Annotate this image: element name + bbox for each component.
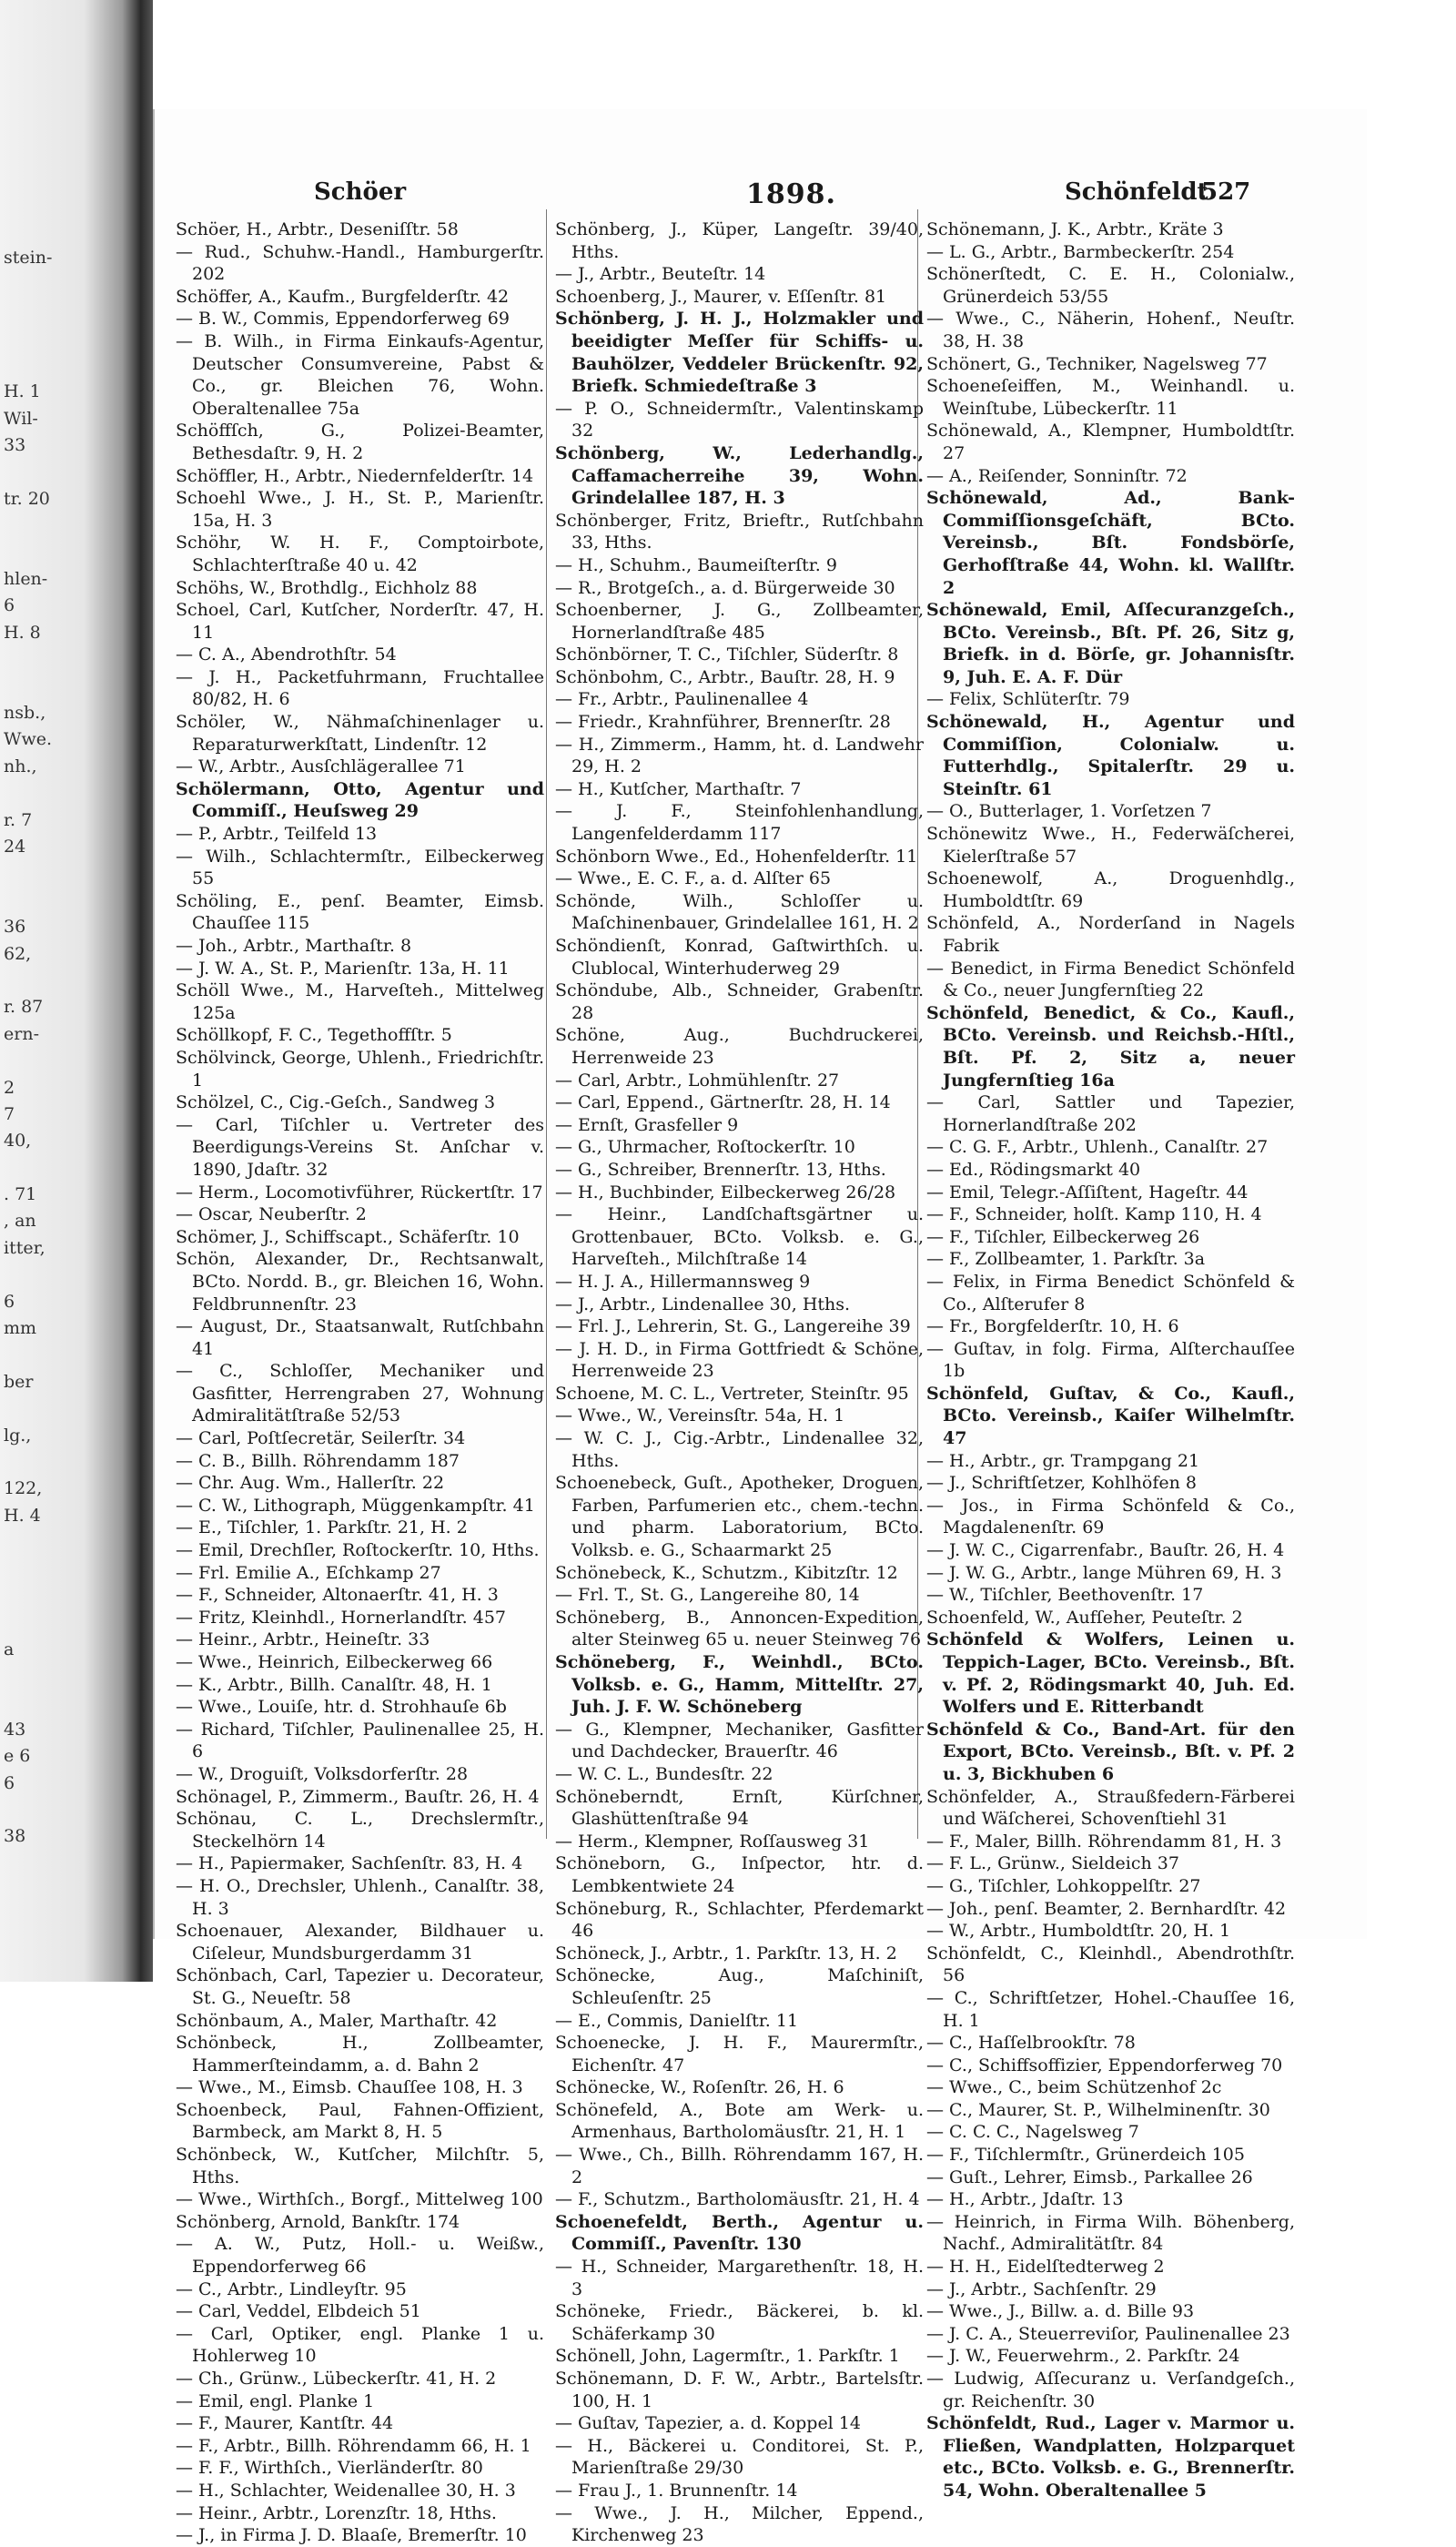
- directory-entry: Schölermann, Otto, Agentur und Commiſſ., Heuſsweg 29: [176, 778, 544, 822]
- directory-entry: — Emil, Drechſler, Roſtockerſtr. 10, Hths.: [176, 1540, 540, 1561]
- directory-entry: Schönell, John, Lagermſtr., 1. Parkſtr. 1: [555, 2346, 900, 2367]
- directory-entry: — Fritz, Kleinhdl., Hornerlandſtr. 457: [176, 1607, 506, 1628]
- directory-entry: — Heinrich, in Firma Wilh. Böhenberg, Nachf., Admiralitätſtr. 84: [926, 2211, 1295, 2255]
- directory-entry: Schönde, Wilh., Schloſſer u. Maſchinenbauer, Grindelallee 161, H. 2: [555, 890, 924, 934]
- margin-fragment: [4, 1583, 95, 1609]
- directory-entry: Schönberg, W., Lederhandlg., Caffamacherreihe 39, Wohn. Grindelallee 187, H. 3: [555, 442, 924, 509]
- directory-entry: Schönewald, Emil, Aſſecuranzgeſch., BCto. Vereinsb., Bſt. Pf. 26, Sitz g, Briefk. in d. Börſe, gr. Johannisſtr. 9, Juh. E. A. F. Dür: [926, 600, 1295, 687]
- margin-fragment: [4, 352, 95, 379]
- margin-fragment: nsb.,: [4, 703, 46, 724]
- header-left-word: Schöer: [314, 178, 407, 206]
- directory-entry: Schöffſch, G., Polizei-Beamter, Bethesdaſtr. 9, H. 2: [176, 421, 544, 463]
- directory-entry: Schöffer, A., Kaufm., Burgfelderſtr. 42: [176, 286, 510, 307]
- directory-entry: — J. C. A., Steuerreviſor, Paulinenallee 23: [926, 2323, 1290, 2344]
- margin-fragment: 36: [4, 917, 26, 938]
- directory-entry: Schönecke, W., Roſenſtr. 26, H. 6: [555, 2077, 844, 2098]
- directory-entry: — W. C. J., Cig.-Arbtr., Lindenallee 32, Hths.: [555, 1428, 924, 1471]
- directory-entry: Schönfeldt, C., Kleinhdl., Abendrothſtr. 56: [926, 1943, 1295, 1986]
- directory-entry: — H., Zimmerm., Hamm, ht. d. Landwehr 29, H. 2: [555, 734, 924, 777]
- directory-entry: — H., Schneider, Margarethenſtr. 18, H. 3: [555, 2257, 924, 2299]
- margin-fragment: 122,: [4, 1478, 43, 1499]
- directory-entry: — Wwe., M., Eimsb. Chauſſee 108, H. 3: [176, 2077, 523, 2098]
- directory-entry: — Heinr., Arbtr., Lorenzſtr. 18, Hths.: [176, 2502, 497, 2523]
- margin-fragment: [4, 460, 95, 486]
- directory-entry: — Jos., in Firma Schönfeld & Co., Magdalenenſtr. 69: [926, 1495, 1295, 1538]
- directory-entry: Schoenecke, J. H. F., Maurermſtr., Eichenſtr. 47: [555, 2033, 924, 2075]
- directory-entry: — W., Tiſchler, Beethovenſtr. 17: [926, 1585, 1204, 1606]
- directory-entry: — H., Schlachter, Weidenallee 30, H. 3: [176, 2480, 516, 2501]
- directory-entry: Schoenebeck, Guſt., Apotheker, Droguen, Farben, Parfumerien etc., chem.-techn. und pharm. Laboratorium, BCto. Volksb. e. G., Schaarmarkt 25: [555, 1473, 924, 1561]
- directory-entry: — Guſt., Lehrer, Eimsb., Parkallee 26: [926, 2166, 1253, 2187]
- directory-entry: Schönfelder, A., Straußfedern-Färberei und Wäſcherei, Schovenſtiehl 31: [926, 1786, 1295, 1830]
- directory-entry: — J., Arbtr., Sachſenſtr. 29: [926, 2278, 1157, 2299]
- directory-entry: — Richard, Tiſchler, Paulinenallee 25, H. 6: [176, 1719, 544, 1762]
- directory-entry: — Felix, in Firma Benedict Schönfeld & Co., Alſterufer 8: [926, 1271, 1295, 1314]
- directory-entry: — O., Butterlager, 1. Vorſetzen 7: [926, 801, 1212, 822]
- margin-fragment: [4, 1797, 95, 1823]
- directory-entry: — H., Papiermaker, Sachſenſtr. 83, H. 4: [176, 1853, 523, 1874]
- directory-entry: Schoeneſeiffen, M., Weinhandl. u. Weinſtube, Lübeckerſtr. 11: [926, 376, 1295, 419]
- directory-entry: Schölvinck, George, Uhlenh., Friedrichſtr. 1: [176, 1047, 544, 1091]
- directory-entry: Schoenberner, J. G., Zollbeamter, Hornerlandſtraße 485: [555, 600, 924, 643]
- margin-fragment: [4, 218, 95, 245]
- book-spine: [0, 0, 153, 1982]
- directory-entry: — Oscar, Neuberſtr. 2: [176, 1204, 367, 1225]
- directory-entry: — Carl, Poſtſecretär, Seilerſtr. 34: [176, 1428, 466, 1449]
- directory-entry: — Wwe., E. C. F., a. d. Alſter 65: [555, 868, 832, 889]
- margin-fragment: [4, 780, 95, 807]
- directory-entry: — H., Arbtr., Jdaſtr. 13: [926, 2189, 1124, 2210]
- directory-entry: Schöneke, Friedr., Bäckerei, b. kl. Schäferkamp 30: [555, 2301, 924, 2344]
- directory-entry: Schönberg, J., Küper, Langeſtr. 39/40, Hths.: [555, 219, 924, 262]
- directory-entry: — Wwe., C., Näherin, Hohenf., Neuſtr. 38, H. 38: [926, 309, 1295, 351]
- margin-fragment: 43: [4, 1719, 26, 1740]
- directory-entry: — Ch., Grünw., Lübeckerſtr. 41, H. 2: [176, 2369, 497, 2389]
- directory-entry: — Carl, Arbtr., Lohmühlenſtr. 27: [555, 1070, 840, 1091]
- directory-entry: — Frau J., 1. Brunnenſtr. 14: [555, 2480, 798, 2501]
- directory-entry: — E., Tiſchler, 1. Parkſtr. 21, H. 2: [176, 1517, 468, 1538]
- directory-entry: — J. H., Packetfuhrmann, Fruchtallee 80/82, H. 6: [176, 666, 544, 710]
- directory-entry: Schöhs, W., Brothdlg., Eichholz 88: [176, 577, 478, 598]
- directory-entry: — H., Schuhm., Baumeiſterſtr. 9: [555, 554, 837, 575]
- margin-fragment: Wwe.: [4, 729, 53, 750]
- directory-entry: — Emil, engl. Planke 1: [176, 2390, 375, 2411]
- directory-entry: Schönbeck, H., Zollbeamter, Hammerſteindamm, a. d. Bahn 2: [176, 2033, 544, 2075]
- directory-entry: Schönfeldt, Rud., Lager v. Marmor u. Fließen, Wandplatten, Holzparquet etc., BCto. Volksb. e. G., Brennerſtr. 54, Wohn. Oberaltenallee 5: [926, 2413, 1295, 2501]
- margin-fragment: lg.,: [4, 1425, 32, 1446]
- directory-entry: — H., Arbtr., gr. Trampgang 21: [926, 1450, 1200, 1471]
- directory-entry: Schönberg, Arnold, Bankſtr. 174: [176, 2211, 460, 2232]
- directory-entry: Schönau, C. L., Drechslermſtr., Steckelhörn 14: [176, 1809, 544, 1852]
- margin-fragment: 24: [4, 836, 26, 857]
- margin-fragment: [4, 1663, 95, 1690]
- page-number: 527: [1201, 178, 1251, 206]
- directory-entry: Schöling, E., penſ. Beamter, Eimsb. Chauſſee 115: [176, 890, 544, 934]
- directory-entry: Schönbeck, W., Kutſcher, Milchſtr. 5, Hths.: [176, 2145, 544, 2187]
- directory-entry: — Benedict, in Firma Benedict Schönfeld & Co., neuer Jungfernſtieg 22: [926, 958, 1295, 1001]
- directory-entry: Schönbohm, C., Arbtr., Bauſtr. 28, H. 9: [555, 666, 895, 687]
- directory-entry: Schönewitz Wwe., H., Federwäſcherei, Kielerſtraße 57: [926, 824, 1295, 867]
- directory-entry: — Wwe., Wirthſch., Borgf., Mittelweg 100: [176, 2189, 543, 2210]
- directory-entry: — Frl. T., St. G., Langereihe 80, 14: [555, 1585, 860, 1606]
- directory-entry: Schön, Alexander, Dr., Rechtsanwalt, BCto. Nordd. B., gr. Bleichen 16, Wohn. Feldbrunnenſtr. 23: [176, 1249, 544, 1314]
- directory-entry: — G., Schreiber, Brennerſtr. 13, Hths.: [555, 1159, 886, 1180]
- directory-entry: Schoenberg, J., Maurer, v. Eſſenſtr. 81: [555, 286, 887, 307]
- directory-entry: — J. W. A., St. P., Marienſtr. 13a, H. 11: [176, 958, 510, 979]
- margin-fragment: [4, 540, 95, 566]
- directory-entry: — J., in Firma J. D. Blaaſe, Bremerſtr. 10: [176, 2525, 527, 2546]
- directory-entry: Schönewald, A., Klempner, Humboldtſtr. 27: [926, 421, 1295, 463]
- directory-entry: — C., Maurer, St. P., Wilhelminenſtr. 30: [926, 2099, 1270, 2120]
- margin-fragment: [4, 1557, 95, 1583]
- margin-fragment: ber: [4, 1371, 34, 1392]
- directory-entry: — J. H. D., in Firma Gottfriedt & Schöne, Herrenweide 23: [555, 1338, 924, 1382]
- directory-entry: — C. A., Abendrothſtr. 54: [176, 644, 397, 665]
- directory-entry: — F. F., Wirthſch., Vierländerſtr. 80: [176, 2458, 483, 2479]
- margin-fragment: [4, 674, 95, 700]
- directory-entry: — Ludwig, Aſſecuranz u. Verſandgeſch., gr. Reichenſtr. 30: [926, 2369, 1295, 2411]
- directory-entry: — Wwe., J., Billw. a. d. Bille 93: [926, 2301, 1195, 2322]
- margin-fragment: a: [4, 1639, 15, 1659]
- directory-entry: — Carl, Optiker, engl. Planke 1 u. Hohlerweg 10: [176, 2323, 544, 2367]
- margin-fragment: H. 1: [4, 381, 41, 402]
- directory-entry: — B. Wilh., in Firma Einkaufs-Agentur, Deutscher Consumvereine, Pabst & Co., gr. Bleichen 76, Wohn. Oberaltenallee 75a: [176, 330, 544, 419]
- directory-entry: Schöneberndt, Ernſt, Kürſchner, Glashüttenſtraße 94: [555, 1786, 924, 1830]
- directory-entry: — Ernſt, Grasfeller 9: [555, 1114, 739, 1135]
- directory-entry: Schöneberg, F., Weinhdl., BCto. Volksb. e. G., Hamm, Mittelſtr. 27, Juh. J. F. W. Schöneberg: [555, 1652, 924, 1718]
- directory-column-2: [555, 218, 924, 2547]
- margin-fragment: 38: [4, 1826, 26, 1847]
- directory-entry: Schönebeck, K., Schutzm., Kibitzſtr. 12: [555, 1562, 898, 1583]
- directory-entry: — C. W., Lithograph, Müggenkampſtr. 41: [176, 1495, 535, 1516]
- header-right-word: Schönfeldt: [1065, 178, 1208, 206]
- directory-entry: Schöneck, J., Arbtr., 1. Parkſtr. 13, H. 2: [555, 1943, 897, 1964]
- directory-entry: — Rud., Schuhw.-Handl., Hamburgerſtr. 202: [176, 241, 544, 285]
- directory-entry: Schöhr, W. H. F., Comptoirbote, Schlachterſtraße 40 u. 42: [176, 533, 544, 575]
- directory-entry: Schöne, Aug., Buchdruckerei, Herrenweide 23: [555, 1025, 924, 1068]
- directory-entry: Schönerſtedt, C. E. H., Colonialw., Grünerdeich 53/55: [926, 264, 1295, 307]
- margin-fragment: 33: [4, 435, 26, 456]
- margin-fragment: tr. 20: [4, 488, 50, 509]
- directory-entry: Schoenefeldt, Berth., Agentur u. Commiſſ., Pavenſtr. 130: [555, 2211, 924, 2255]
- directory-entry: — A. W., Putz, Holl.- u. Weißw., Eppendorferweg 66: [176, 2234, 544, 2278]
- margin-fragment: 6: [4, 1772, 15, 1793]
- margin-fragment: [4, 1395, 95, 1422]
- directory-column-1: [176, 218, 544, 2547]
- directory-entry: — F., Schneider, Altonaerſtr. 41, H. 3: [176, 1585, 499, 1606]
- margin-fragment: [4, 326, 95, 352]
- directory-entry: — Heinr., Arbtr., Heineſtr. 33: [176, 1629, 430, 1650]
- header-year: 1898.: [746, 178, 836, 210]
- directory-entry: Schönemann, D. F. W., Arbtr., Bartelsſtr. 100, H. 1: [555, 2369, 924, 2411]
- margin-fragment: H. 4: [4, 1505, 41, 1526]
- margin-fragment: 7: [4, 1103, 15, 1124]
- margin-fragment: 6: [4, 1291, 15, 1312]
- column-rule: [546, 209, 547, 1839]
- directory-entry: — C., Schiffsoffizier, Eppendorferweg 70: [926, 2055, 1283, 2075]
- margin-fragment: hlen-: [4, 569, 48, 590]
- margin-fragment: [4, 1342, 95, 1368]
- directory-entry: — F., Tiſchler, Eilbeckerweg 26: [926, 1226, 1200, 1247]
- directory-entry: Schönefeld, A., Bote am Werk- u. Armenhaus, Bartholomäusſtr. 21, H. 1: [555, 2099, 924, 2143]
- directory-entry: — Wwe., C., beim Schützenhof 2c: [926, 2077, 1222, 2098]
- directory-entry: — Emil, Telegr.-Aſſiſtent, Hageſtr. 44: [926, 1182, 1249, 1202]
- directory-entry: — C., Schriftſetzer, Hohel.-Chauſſee 16, H. 1: [926, 1987, 1295, 2031]
- directory-entry: — J., Schriftſetzer, Kohlhöfen 8: [926, 1473, 1198, 1494]
- directory-entry: — Wilh., Schlachtermſtr., Eilbeckerweg 55: [176, 846, 544, 889]
- margin-fragment: [4, 1262, 95, 1288]
- directory-entry: — Carl, Sattler und Tapezier, Hornerlandſtraße 202: [926, 1092, 1295, 1135]
- directory-entry: — F., Schneider, holſt. Kamp 110, H. 4: [926, 1204, 1262, 1225]
- directory-entry: Schönberger, Fritz, Brieftr., Rutſchbahn 33, Hths.: [555, 510, 924, 553]
- directory-entry: — W. C. L., Bundesſtr. 22: [555, 1763, 774, 1784]
- margin-fragment: [4, 1529, 95, 1556]
- directory-entry: — Frl. Emilie A., Eſchkamp 27: [176, 1562, 441, 1583]
- directory-entry: — F., Schutzm., Bartholomäusſtr. 21, H. 4: [555, 2189, 920, 2210]
- directory-entry: — W., Arbtr., Humboldtſtr. 20, H. 1: [926, 1921, 1231, 1942]
- directory-entry: — Guſtav, Tapezier, a. d. Koppel 14: [555, 2413, 861, 2434]
- directory-entry: — H., Buchbinder, Eilbeckerweg 26/28: [555, 1182, 896, 1202]
- directory-entry: — C., Arbtr., Lindleyſtr. 95: [176, 2278, 407, 2299]
- margin-fragment: mm: [4, 1318, 37, 1339]
- directory-entry: — Herm., Klempner, Roſſausweg 31: [555, 1831, 870, 1852]
- directory-entry: — F. L., Grünw., Sieldeich 37: [926, 1853, 1179, 1874]
- directory-entry: Schöndienſt, Konrad, Gaſtwirthſch. u. Clublocal, Winterhuderweg 29: [555, 936, 924, 979]
- directory-entry: Schöllkopf, F. C., Tegethoffſtr. 5: [176, 1025, 452, 1046]
- directory-entry: Schönewald, H., Agentur und Commiſſion, Colonialw. u. Futterhdlg., Spitalerſtr. 29 u. Steinſtr. 61: [926, 712, 1295, 799]
- margin-fragment: 6: [4, 595, 15, 616]
- directory-entry: — H. O., Drechsler, Uhlenh., Canalſtr. 38, H. 3: [176, 1875, 544, 1919]
- directory-entry: — Fr., Arbtr., Paulinenallee 4: [555, 689, 809, 710]
- directory-entry: Schöffler, H., Arbtr., Niedernfelderſtr. 14: [176, 465, 534, 486]
- directory-entry: Schöer, H., Arbtr., Deseniſſtr. 58: [176, 219, 459, 239]
- directory-entry: — B. W., Commis, Eppendorferweg 69: [176, 309, 510, 330]
- directory-entry: Schoenfeld, W., Aufſeher, Peuteſtr. 2: [926, 1607, 1243, 1628]
- margin-fragment: stein-: [4, 248, 53, 269]
- directory-entry: Schoenauer, Alexander, Bildhauer u. Ciſeleur, Mundsburgerdamm 31: [176, 1921, 544, 1964]
- directory-entry: — Chr. Aug. Wm., Hallerſtr. 22: [176, 1473, 445, 1494]
- margin-fragment: [4, 272, 95, 299]
- directory-entry: — Joh., penſ. Beamter, 2. Bernhardſtr. 42: [926, 1898, 1287, 1919]
- directory-entry: Schoehl Wwe., J. H., St. P., Marienſtr. 15a, H. 3: [176, 488, 544, 531]
- directory-entry: — H., Bäckerei u. Conditorei, St. P., Marienſtraße 29/30: [555, 2435, 924, 2479]
- directory-entry: Schönfeld, Benedict, & Co., Kaufl., BCto. Vereinsb. und Reichsb.-Hſtl., Bſt. Pf. 2, Sitz a, neuer Jungfernſtieg 16a: [926, 1002, 1295, 1091]
- directory-entry: — P. O., Schneidermſtr., Valentinskamp 32: [555, 398, 924, 441]
- margin-fragment: [4, 512, 95, 539]
- directory-entry: — Ed., Rödingsmarkt 40: [926, 1159, 1141, 1180]
- margin-fragment: itter,: [4, 1237, 46, 1258]
- directory-entry: — Felix, Schlüterſtr. 79: [926, 689, 1130, 710]
- margin-fragment: . 71: [4, 1184, 37, 1205]
- directory-entry: Schönagel, P., Zimmerm., Bauſtr. 26, H. 4: [176, 1786, 540, 1807]
- directory-entry: — J. W. G., Arbtr., lange Mühren 69, H. 3: [926, 1562, 1282, 1583]
- directory-entry: Schöler, W., Nähmaſchinenlager u. Reparaturwerkſtatt, Lindenſtr. 12: [176, 712, 544, 755]
- directory-entry: — Guſtav, in folg. Firma, Alſterchauſſee 1b: [926, 1338, 1295, 1382]
- margin-fragment: [4, 1048, 95, 1074]
- directory-entry: Schönert, G., Techniker, Nagelsweg 77: [926, 353, 1268, 374]
- margin-fragment: [4, 646, 95, 673]
- margin-fragment: r. 7: [4, 809, 33, 830]
- directory-entry: — J. W. C., Cigarrenfabr., Bauſtr. 26, H. 4: [926, 1540, 1285, 1561]
- directory-entry: — J., Arbtr., Beuteſtr. 14: [555, 264, 766, 285]
- directory-entry: — Herm., Locomotivführer, Rückertſtr. 17: [176, 1182, 543, 1202]
- margin-fragment: nh.,: [4, 756, 37, 776]
- directory-entry: — C. G. F., Arbtr., Uhlenh., Canalſtr. 27: [926, 1137, 1269, 1158]
- margin-fragment: , an: [4, 1211, 36, 1232]
- directory-entry: Schoene, M. C. L., Vertreter, Steinſtr. 95: [555, 1383, 909, 1404]
- margin-fragment: ern-: [4, 1023, 39, 1044]
- directory-entry: — P., Arbtr., Teilfeld 13: [176, 824, 378, 845]
- directory-entry: — J. W., Feuerwehrm., 2. Parkſtr. 24: [926, 2346, 1240, 2367]
- directory-entry: — F., Maler, Billh. Röhrendamm 81, H. 3: [926, 1831, 1282, 1852]
- margin-fragment: [4, 1449, 95, 1476]
- directory-entry: — G., Tiſchler, Lohkoppelſtr. 27: [926, 1875, 1201, 1896]
- directory-entry: — F., Tiſchlermſtr., Grünerdeich 105: [926, 2145, 1245, 2166]
- directory-entry: — Fr., Borgfelderſtr. 10, H. 6: [926, 1316, 1179, 1337]
- directory-entry: Schoel, Carl, Kutſcher, Norderſtr. 47, H. 11: [176, 600, 544, 643]
- directory-entry: — August, Dr., Staatsanwalt, Rutſchbahn 41: [176, 1316, 544, 1359]
- directory-entry: Schoenewolf, A., Droguenhdlg., Humboldtſtr. 69: [926, 868, 1295, 911]
- directory-entry: — C. B., Billh. Röhrendamm 187: [176, 1450, 460, 1471]
- directory-entry: — C., Haſſelbrookſtr. 78: [926, 2033, 1136, 2054]
- directory-entry: Schölzel, C., Cig.-Geſch., Sandweg 3: [176, 1092, 496, 1113]
- directory-entry: — Friedr., Krahnführer, Brennerſtr. 28: [555, 712, 891, 733]
- directory-entry: Schöneberg, B., Annoncen-Expedition, alter Steinweg 65 u. neuer Steinweg 76: [555, 1607, 924, 1650]
- directory-entry: — W., Droguiſt, Volksdorferſtr. 28: [176, 1763, 469, 1784]
- directory-entry: Schoenbeck, Paul, Fahnen-Offizient, Barmbeck, am Markt 8, H. 5: [176, 2099, 544, 2143]
- margin-fragment: e 6: [4, 1746, 31, 1767]
- directory-entry: — Wwe., W., Vereinsſtr. 54a, H. 1: [555, 1405, 845, 1426]
- directory-entry: — J., Arbtr., Lindenallee 30, Hths.: [555, 1294, 851, 1314]
- directory-entry: — Frl. J., Lehrerin, St. G., Langereihe 39: [555, 1316, 911, 1337]
- directory-entry: — G., Klempner, Mechaniker, Gasfitter und Dachdecker, Brauerſtr. 46: [555, 1719, 924, 1762]
- directory-entry: — Wwe., Heinrich, Eilbeckerweg 66: [176, 1652, 493, 1672]
- directory-entry: Schönberg, J. H. J., Holzmakler und beeidigter Meſſer für Schiffs- u. Bauhölzer, Veddeler Brückenſtr. 92, Briefk. Schmiedeſtraße 3: [555, 309, 924, 397]
- directory-entry: — Wwe., Ch., Billh. Röhrendamm 167, H. 2: [555, 2145, 924, 2187]
- directory-entry: — C., Schloſſer, Mechaniker und Gasfitter, Herrengraben 27, Wohnung Admiralitätſtraße 52/53: [176, 1361, 544, 1426]
- directory-entry: Schöll Wwe., M., Harveſteh., Mittelweg 125a: [176, 980, 544, 1023]
- directory-entry: Schönborn Wwe., Ed., Hohenfelderſtr. 11: [555, 846, 918, 867]
- margin-fragment: r. 87: [4, 997, 44, 1018]
- directory-entry: — F., Arbtr., Billh. Röhrendamm 66, H. 1: [176, 2435, 531, 2456]
- directory-column-3: [926, 218, 1295, 2502]
- directory-entry: — C. C. C., Nagelsweg 7: [926, 2122, 1139, 2143]
- previous-page-margin: [4, 218, 95, 1851]
- directory-entry: — Heinr., Landſchaftsgärtner u. Grottenbauer, BCto. Volksb. e. G., Harveſteh., Milchſtraße 14: [555, 1204, 924, 1270]
- directory-entry: Schönbörner, T. C., Tiſchler, Süderſtr. 8: [555, 644, 899, 665]
- directory-entry: — H., Kutſcher, Marthaſtr. 7: [555, 778, 802, 799]
- directory-entry: — Carl, Eppend., Gärtnerſtr. 28, H. 14: [555, 1092, 891, 1113]
- margin-fragment: H. 8: [4, 622, 41, 643]
- directory-entry: — Wwe., J. H., Milcher, Eppend., Kirchenweg 23: [555, 2502, 924, 2546]
- margin-fragment: [4, 860, 95, 887]
- directory-entry: Schönewald, Ad., Bank-Commiſſionsgeſchäft, BCto. Vereinsb., Bſt. Fondsbörſe, Gerhofſtraße 44, Wohn. kl. Wallſtr. 2: [926, 488, 1295, 598]
- margin-fragment: 2: [4, 1077, 15, 1098]
- directory-entry: Schönfeld, A., Norderſand in Nagels Fabrik: [926, 913, 1295, 956]
- directory-entry: Schönfeld, Guſtav, & Co., Kaufl., BCto. Vereinsb., Kaiſer Wilhelmſtr. 47: [926, 1383, 1295, 1449]
- directory-entry: — H. J. A., Hillermannsweg 9: [555, 1271, 811, 1292]
- directory-entry: — F., Maurer, Kantſtr. 44: [176, 2413, 394, 2434]
- margin-fragment: [4, 299, 95, 325]
- directory-entry: Schönbaum, A., Maler, Marthaſtr. 42: [176, 2010, 498, 2031]
- directory-entry: Schönecke, Aug., Maſchiniſt, Schleuſenſtr. 25: [555, 1965, 924, 2008]
- directory-entry: — W., Arbtr., Ausſchlägerallee 71: [176, 756, 466, 777]
- directory-entry: Schönemann, J. K., Arbtr., Kräte 3: [926, 219, 1224, 239]
- directory-entry: — G., Uhrmacher, Roſtockerſtr. 10: [555, 1137, 855, 1158]
- directory-entry: Schöndube, Alb., Schneider, Grabenſtr. 28: [555, 980, 924, 1023]
- directory-entry: — F., Zollbeamter, 1. Parkſtr. 3a: [926, 1249, 1206, 1270]
- margin-fragment: [4, 888, 95, 914]
- directory-entry: Schönfeld & Co., Band-Art. für den Export, BCto. Vereinsb., Bſt. v. Pf. 2 u. 3, Bickhuben 6: [926, 1719, 1295, 1784]
- directory-entry: — A., Reiſender, Sonninſtr. 72: [926, 465, 1188, 486]
- directory-entry: Schömer, J., Schiffscapt., Schäferſtr. 10: [176, 1226, 520, 1247]
- margin-fragment: 62,: [4, 943, 32, 964]
- margin-fragment: [4, 1155, 95, 1182]
- margin-fragment: [4, 968, 95, 994]
- directory-entry: — E., Commis, Danielſtr. 11: [555, 2010, 799, 2031]
- directory-entry: — Carl, Tiſchler u. Vertreter des Beerdigungs-Vereins St. Anſchar v. 1890, Jdaſtr. 32: [176, 1114, 544, 1180]
- margin-fragment: [4, 1609, 95, 1636]
- directory-entry: Schönbach, Carl, Tapezier u. Decorateur, St. G., Neueſtr. 58: [176, 1965, 544, 2008]
- directory-entry: — K., Arbtr., Billh. Canalſtr. 48, H. 1: [176, 1674, 492, 1695]
- directory-entry: — Carl, Veddel, Elbdeich 51: [176, 2301, 421, 2322]
- directory-entry: Schönfeld & Wolfers, Leinen u. Teppich-Lager, BCto. Vereinsb., Bſt. v. Pf. 2, Rödingsmarkt 40, Juh. Ed. Wolfers und E. Ritterbandt: [926, 1629, 1295, 1718]
- page-header: [173, 178, 1365, 215]
- directory-entry: Schöneborn, G., Inſpector, htr. d. Lembkentwiete 24: [555, 1853, 924, 1896]
- directory-entry: — J. F., Steinfohlenhandlung, Langenfelderdamm 117: [555, 801, 924, 845]
- directory-entry: — L. G., Arbtr., Barmbeckerſtr. 254: [926, 241, 1235, 262]
- directory-entry: — Joh., Arbtr., Marthaſtr. 8: [176, 936, 412, 956]
- directory-entry: — H. H., Eidelſtedterweg 2: [926, 2257, 1165, 2278]
- margin-fragment: 40,: [4, 1131, 32, 1152]
- margin-fragment: Wil-: [4, 408, 38, 429]
- directory-entry: — Wwe., Louiſe, htr. d. Strohhauſe 6b: [176, 1697, 507, 1718]
- directory-entry: Schöneburg, R., Schlachter, Pferdemarkt 46: [555, 1898, 924, 1942]
- directory-entry: — R., Brotgeſch., a. d. Bürgerweide 30: [555, 577, 895, 598]
- margin-fragment: [4, 1690, 95, 1716]
